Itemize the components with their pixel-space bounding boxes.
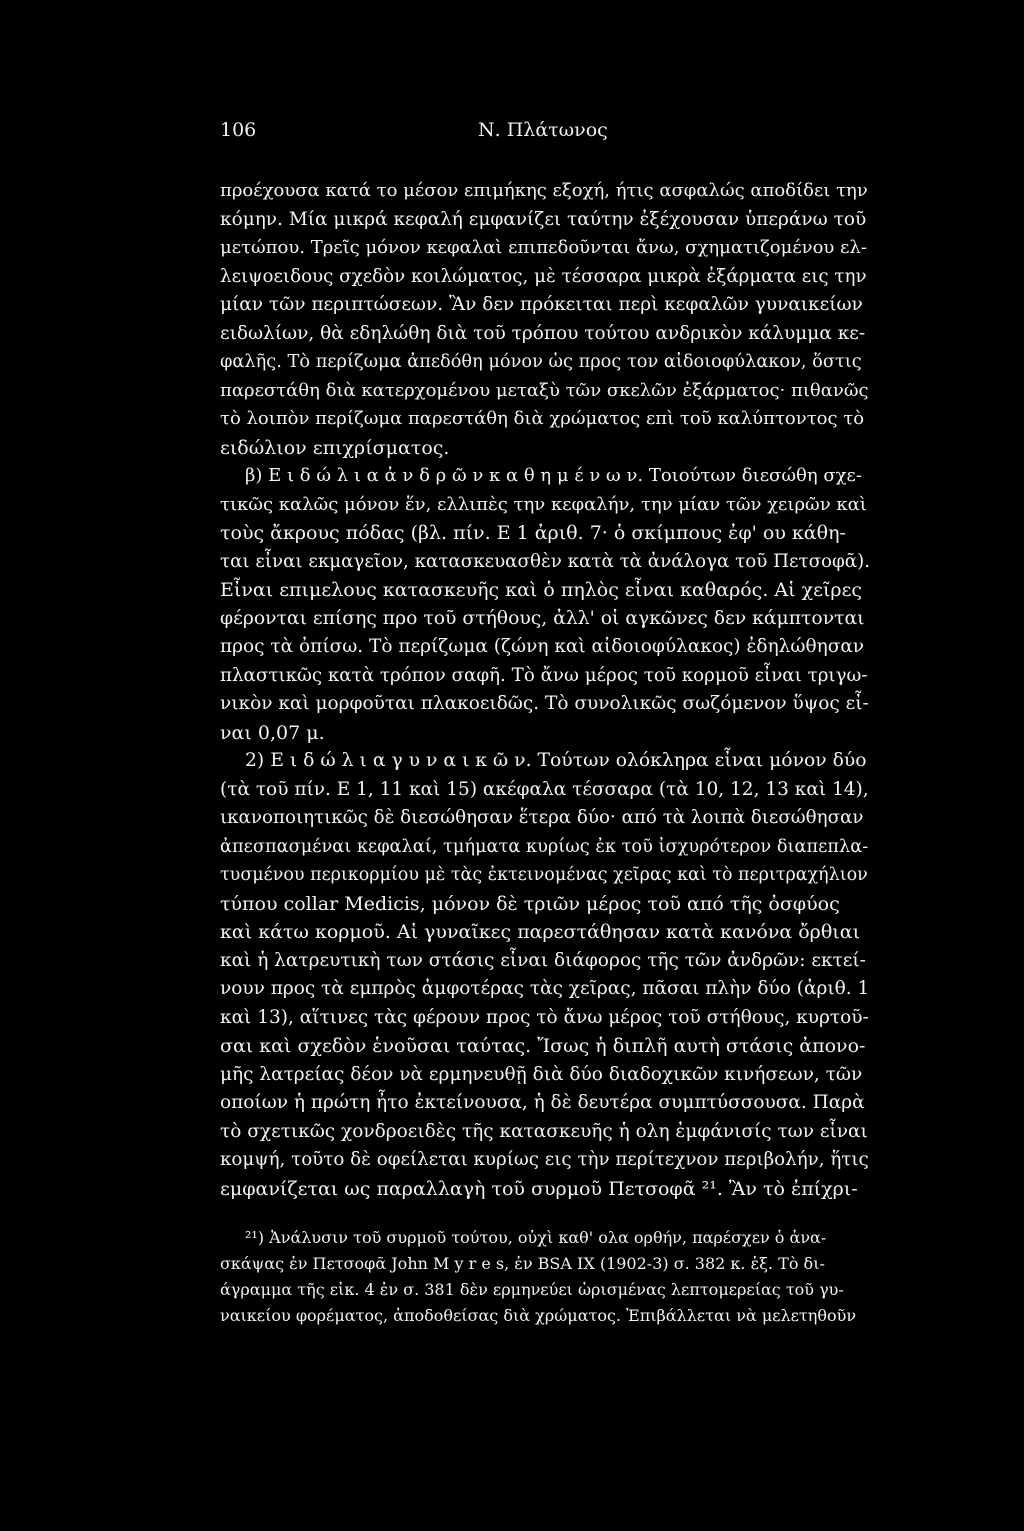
running-title: Ν. Πλάτωνος bbox=[478, 119, 608, 141]
running-head bbox=[220, 116, 780, 144]
body-line: τικῶς καλῶς μόνον ἕν, ελλιπὲς την κεφαλήν, την μίαν τῶν χειρῶν καὶ bbox=[220, 494, 867, 515]
body-line: τὸ σχετικῶς χονδροειδὲς τῆς κατασκευῆς ἡ ολη ἐμφάνισίς των εἶναι bbox=[220, 1121, 868, 1142]
body-line: εμφανίζεται ως παραλλαγὴ τοῦ συρμοῦ Πετσοφᾶ ²¹. Ἂν τὸ ἐπίχρι- bbox=[220, 1178, 858, 1200]
body-line: ικανοποιητικῶς δὲ διεσώθησαν ἕτερα δύο· από τὰ λοιπὰ διεσώθησαν bbox=[220, 807, 864, 828]
body-line: πλαστικῶς κατὰ τρόπον σαφῆ. Τὸ ἄνω μέρος τοῦ κορμοῦ εἶναι τριγω- bbox=[220, 665, 868, 686]
body-line: οποίων ἡ πρώτη ἦτο ἐκτείνουσα, ἡ δὲ δευτέρα συμπτύσσουσα. Παρὰ bbox=[220, 1092, 865, 1113]
body-line: ειδωλίων, θὰ εδηλώθη διὰ τοῦ τρόπου τούτου ανδρικὸν κάλυμμα κε- bbox=[220, 323, 866, 344]
body-line: τύπου collar Medicis, μόνον δὲ τριῶν μέρος τοῦ από τῆς ὀσφύος bbox=[220, 893, 840, 915]
body-line: φαλῆς. Τὸ περίζωμα ἀπεδόθη μόνον ὡς προς τον αἰδοιοφύλακον, ὅστις bbox=[220, 352, 862, 372]
body-line: Εἶναι επιμελους κατασκευῆς καὶ ὁ πηλὸς εἶναι καθαρός. Αἱ χεῖρες bbox=[220, 579, 863, 601]
body-line: (τὰ τοῦ πίν. Ε 1, 11 καὶ 15) ακέφαλα τέσσαρα (τὰ 10, 12, 13 καὶ 14), bbox=[220, 779, 869, 800]
footnote-line: ναικείου φορέματος, ἀποδοθείσας διὰ χρώματος. Ἐπιβάλλεται νὰ μελετηθοῦν bbox=[220, 1306, 857, 1325]
body-line: προς τὰ ὀπίσω. Τὸ περίζωμα (ζώνη καὶ αἰδοιοφύλακος) ἐδηλώθησαν bbox=[220, 636, 865, 657]
body-line: προέχουσα κατά το μέσον επιμήκης εξοχή, ήτις ασφαλώς αποδίδει την bbox=[220, 180, 868, 201]
body-line: μῆς λατρείας δέον νὰ ερμηνευθῇ διὰ δύο διαδοχικῶν κινήσεων, τῶν bbox=[220, 1064, 863, 1085]
body-line: τὸ λοιπὸν περίζωμα παρεστάθη διὰ χρώματος επὶ τοῦ καλύπτοντος τὸ bbox=[220, 408, 865, 429]
body-line: νουν προς τὰ εμπρὸς ἀμφοτέρας τὰς χεῖρας, πᾶσαι πλὴν δύο (ἀριθ. 1 bbox=[220, 978, 870, 999]
body-line: λειψοειδους σχεδὸν κοιλώματος, μὲ τέσσαρα μικρὰ ἐξάρματα εις την bbox=[220, 266, 867, 287]
body-line: καὶ κάτω κορμοῦ. Αἱ γυναῖκες παρεστάθησαν κατὰ κανόνα ὄρθιαι bbox=[220, 921, 861, 943]
body-line: ειδώλιον επιχρίσματος. bbox=[220, 437, 450, 459]
footnote-line: άγραμμα τῆς εἰκ. 4 ἐν σ. 381 δὲν ερμηνεύει ὡρισμένας λεπτομερείας τοῦ γυ- bbox=[220, 1280, 844, 1299]
body-line: τοὺς ἄκρους πόδας (βλ. πίν. Ε 1 ἀριθ. 7· ὁ σκίμπους ἐφ' ου κάθη- bbox=[220, 522, 846, 544]
section-heading-line: β) Ε ι δ ώ λ ι α ἀ ν δ ρ ῶ ν κ α θ η μ έ ν ω ν. Τοιούτων διεσώθη σχε- bbox=[245, 465, 862, 486]
body-line: ται εἶναι εκμαγεῖον, κατασκευασθὲν κατὰ τὰ ἀνάλογα τοῦ Πετσοφᾶ). bbox=[220, 551, 871, 572]
body-line: φέρονται επίσης προ τοῦ στήθους, ἀλλ' οἱ αγκῶνες δεν κάμπτονται bbox=[220, 608, 865, 629]
page-number: 106 bbox=[220, 119, 257, 141]
body-line: παρεστάθη διὰ κατερχομένου μεταξὺ τῶν σκελῶν ἐξάρματος· πιθανῶς bbox=[220, 380, 869, 401]
footnote-line: σκάψας ἐν Πετσοφᾶ John M y r e s, ἐν BSA IX (1902-3) σ. 382 κ. ἑξ. Τὸ δι- bbox=[220, 1254, 825, 1273]
footnote-line: ²¹) Ἀνάλυσιν τοῦ συρμοῦ τούτου, οὐχὶ καθ' ολα ορθήν, παρέσχεν ὁ ἀνα- bbox=[245, 1228, 827, 1247]
body-line: καὶ 13), αἵτινες τὰς φέρουν προς τὸ ἄνω μέρος τοῦ στήθους, κυρτοῦ- bbox=[220, 1007, 869, 1028]
body-line: καὶ ἡ λατρευτικὴ των στάσις εἶναι διάφορος τῆς τῶν ἀνδρῶν: εκτεί- bbox=[220, 950, 866, 971]
body-line: μίαν τῶν περιπτώσεων. Ἂν δεν πρόκειται περὶ κεφαλῶν γυναικείων bbox=[220, 294, 863, 315]
body-line: τυσμένου περικορμίου μὲ τὰς ἐκτεινομένας χεῖρας καὶ τὸ περιτραχήλιον bbox=[220, 865, 868, 885]
body-line: μετώπου. Τρεῖς μόνον κεφαλαὶ επιπεδοῦνται ἄνω, σχηματιζομένου ελ- bbox=[220, 237, 867, 258]
body-line: κόμην. Μία μικρά κεφαλή εμφανίζει ταύτην ἐξέχουσαν ὑπεράνω τοῦ bbox=[220, 209, 867, 230]
body-line: ναι 0,07 μ. bbox=[220, 722, 325, 744]
body-line: κομψή, τοῦτο δὲ οφείλεται κυρίως εις τὴν περίτεχνον περιβολήν, ἥτις bbox=[220, 1149, 869, 1170]
section-heading-line: 2) Ε ι δ ώ λ ι α γ υ ν α ι κ ῶ ν. Τούτων ολόκληρα εἶναι μόνον δύο bbox=[245, 750, 867, 771]
body-line: σαι καὶ σχεδὸν ἑνοῦσαι ταύτας. Ἴσως ἡ διπλῆ αυτὴ στάσις ἀπονο- bbox=[220, 1035, 866, 1057]
body-line: ἀπεσπασμέναι κεφαλαί, τμήματα κυρίως ἐκ τοῦ ἰσχυρότερον διαπεπλα- bbox=[220, 837, 869, 857]
body-line: νικὸν καὶ μορφοῦται πλακοειδῶς. Τὸ συνολικῶς σωζόμενον ὕψος εἶ- bbox=[220, 693, 869, 714]
